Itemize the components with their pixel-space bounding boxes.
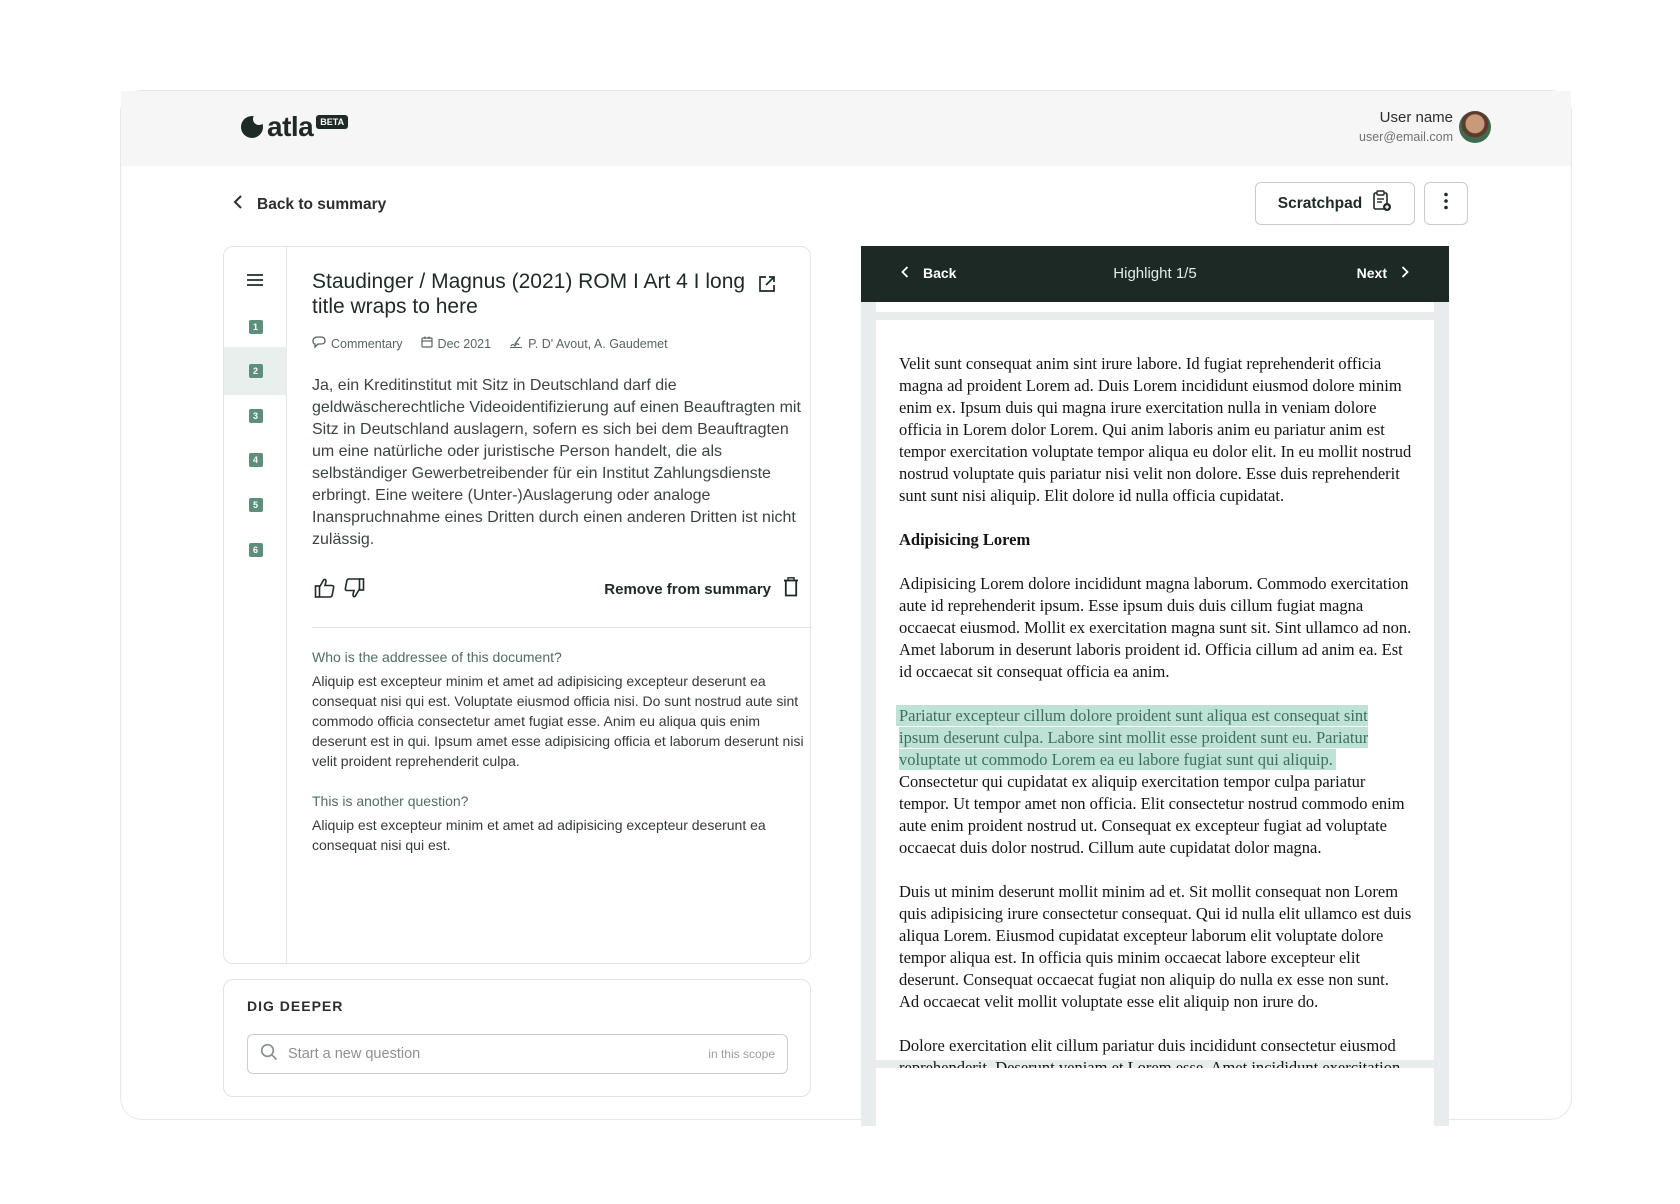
rail-item-6[interactable] xyxy=(224,526,287,574)
document-title: Staudinger / Magnus (2021) ROM I Art 4 I long title wraps to here xyxy=(312,270,746,318)
rail-number: 6 xyxy=(249,543,263,557)
more-options-button[interactable] xyxy=(1424,182,1468,225)
qa-item-1[interactable] xyxy=(312,649,812,771)
author-icon xyxy=(509,336,523,351)
meta-date xyxy=(421,336,492,351)
logo-mark-icon xyxy=(241,116,263,138)
page-paragraph: Adipisicing Lorem dolore incididunt magna laborum. Commodo exercitation aute id reprehenderit ipsum. Esse ipsum duis duis cillum fugiat magna occaecat eiusmod. Mollit ex exercitation magna sunt sit. Sint ullamco ad non. Amet laborum in deserunt laboris proident id. Officia cillum ad anim ea. Est id occaecat sit consequat officia ea anim. xyxy=(899,574,1412,681)
chevron-left-icon xyxy=(233,195,243,214)
qa-answer: Aliquip est excepteur minim et amet ad adipisicing excepteur deserunt ea consequat nisi qui est. xyxy=(312,817,766,853)
meta-authors-label: P. D' Avout, A. Gaudemet xyxy=(528,336,668,351)
search-icon xyxy=(260,1043,278,1066)
meta-authors xyxy=(509,336,668,351)
page-paragraph: Duis ut minim deserunt mollit minim ad et. Sit mollit consequat non Lorem quis adipisicing irure consectetur consequat. Qui id nulla elit ullamco est duis aliqua Lorem. Eiusmod cupidatat excepteur laborum elit voluptate dolore tempor aliqua est. In officia quis minim occaecat labore excepteur elit deserunt. Consequat occaecat fugiat non aliquip do nulla ex esse non sunt. Ad occaecat velit mollit voluptate esse elit aliquip non irure do. xyxy=(899,882,1412,1011)
qa-answer: Aliquip est excepteur minim et amet ad adipisicing excepteur deserunt ea consequat nisi qui est. Voluptate eiusmod officia nisi. Do sunt nostrud aute sint commodo officia consectetur amet fugiat esse. Anim eu aliqua quis enim deserunt est in qui. Ipsum amet esse adipisicing officia et laborum deserunt nisi velit proident reprehenderit culpa. xyxy=(312,673,804,769)
highlighted-passage[interactable]: Pariatur excepteur cillum dolore proident sunt aliqua est consequat sint ipsum deserunt culpa. Labore sint mollit esse proident sunt eu. Pariatur voluptate ut commodo Lorem ea eu labore fugiat sunt qui aliquip. xyxy=(896,705,1368,770)
trash-icon xyxy=(783,577,799,601)
dig-deeper-card xyxy=(223,979,811,1097)
scratchpad-icon xyxy=(1372,190,1392,217)
back-to-summary-label: Back to summary xyxy=(257,195,387,213)
user-info xyxy=(1359,109,1453,144)
dig-deeper-title: DIG DEEPER xyxy=(247,998,344,1014)
rail-number: 3 xyxy=(249,409,263,423)
viewer-toolbar xyxy=(861,246,1449,302)
scratchpad-button[interactable] xyxy=(1255,182,1415,225)
thumbs-up-icon[interactable] xyxy=(314,577,336,604)
dig-deeper-input[interactable] xyxy=(288,1046,708,1062)
menu-icon[interactable] xyxy=(246,273,264,292)
page-paragraph: Dolore exercitation elit cillum pariatur duis incididunt consectetur eiusmod xyxy=(899,1036,1396,1055)
document-page[interactable] xyxy=(876,320,1434,1060)
logo-text: atla xyxy=(267,111,314,142)
next-page-edge xyxy=(876,1068,1434,1128)
rail-item-2[interactable] xyxy=(224,347,287,395)
more-vertical-icon xyxy=(1444,192,1448,215)
page-paragraph: Velit sunt consequat anim sint irure labore. Id fugiat reprehenderit officia magna ad proident Lorem ad. Duis Lorem incididunt eiusmod dolore minim enim ex. Ipsum duis qui magna irure exercitation nulla in veniam dolore officia in Lorem dolor Lorem. Qui anim laboris anim eu pariatur anim est tempor exercitation voluptate tempor aliqua eu dolor elit. In eu mollit nostrud nostrud voluptate quis pariatur nisi velit non dolore. Esse duis reprehenderit sunt sunt nisi aliquip. Elit dolore id nulla officia cupidatat. xyxy=(899,354,1412,505)
divider xyxy=(312,627,812,628)
answer-actions xyxy=(312,577,807,601)
document-viewer xyxy=(861,246,1449,1126)
remove-from-summary-button[interactable] xyxy=(604,577,799,601)
meta-type-label: Commentary xyxy=(331,336,403,351)
rail-number: 5 xyxy=(249,498,263,512)
qa-item-2[interactable] xyxy=(312,793,812,855)
viewer-next-label: Next xyxy=(1356,265,1387,281)
rail-item-5[interactable] xyxy=(224,481,287,529)
rail-number: 1 xyxy=(249,320,263,334)
calendar-icon xyxy=(421,336,433,351)
highlight-counter: Highlight 1/5 xyxy=(1113,265,1197,282)
meta-type xyxy=(312,336,403,351)
rail-number: 2 xyxy=(249,364,263,378)
page-heading: Adipisicing Lorem xyxy=(899,530,1031,549)
remove-label: Remove from summary xyxy=(604,580,771,598)
viewer-back-label: Back xyxy=(923,265,957,281)
rail-item-4[interactable] xyxy=(224,436,287,484)
source-rail xyxy=(224,247,287,963)
page-text: Consectetur qui cupidatat ex aliquip exercitation tempor culpa pariatur tempor. Ut tempor amet non officia. Elit consectetur nostrud commodo enim aute enim proident nostrud ut. Consequat ex excepteur fugiat ad voluptate occaecat duis dolor nostrud. Cillum aute cupidatat dolor magna. xyxy=(899,772,1405,857)
avatar[interactable] xyxy=(1459,111,1491,143)
thumbs-down-icon[interactable] xyxy=(343,577,365,604)
top-bar xyxy=(121,91,1571,166)
logo[interactable] xyxy=(241,111,348,143)
viewer-next-button[interactable] xyxy=(1357,265,1409,281)
beta-badge: BETA xyxy=(316,115,348,129)
dig-deeper-field[interactable] xyxy=(247,1034,788,1074)
back-to-summary-link[interactable] xyxy=(233,195,386,214)
meta-date-label: Dec 2021 xyxy=(437,336,492,351)
qa-question: Who is the addressee of this document? xyxy=(312,649,562,665)
user-name: User name xyxy=(1379,109,1453,126)
qa-question: This is another question? xyxy=(312,793,469,809)
previous-page-edge xyxy=(876,302,1434,312)
chevron-right-icon xyxy=(1401,265,1409,281)
answer-card xyxy=(223,246,811,964)
document-meta xyxy=(312,336,668,351)
user-email: user@email.com xyxy=(1359,130,1453,144)
page-paragraph-highlighted xyxy=(899,705,1412,859)
app-frame xyxy=(120,90,1572,1120)
scratchpad-label: Scratchpad xyxy=(1277,194,1363,212)
external-link-icon[interactable] xyxy=(758,275,776,298)
rail-item-3[interactable] xyxy=(224,392,287,440)
rail-number: 4 xyxy=(249,453,263,467)
commentary-icon xyxy=(312,336,326,351)
answer-text: Ja, ein Kreditinstitut mit Sitz in Deutschland darf die geldwäscherechtliche Videoidentifizierung auf einen Beauftragten mit Sitz in Deutschland auslagern, sofern es sich bei dem Beauftragten um eine natürliche oder juristische Person handelt, die als selbständiger Gewerbetreibender für ein Institut Zahlungsdienste erbringt. Eine weitere (Unter-)Auslagerung oder analoge Inanspruchnahme eines Dritten durch einen anderen Dritten ist nicht zulässig. xyxy=(312,377,801,548)
dig-deeper-scope: in this scope xyxy=(708,1047,775,1061)
rail-item-1[interactable] xyxy=(224,303,287,351)
